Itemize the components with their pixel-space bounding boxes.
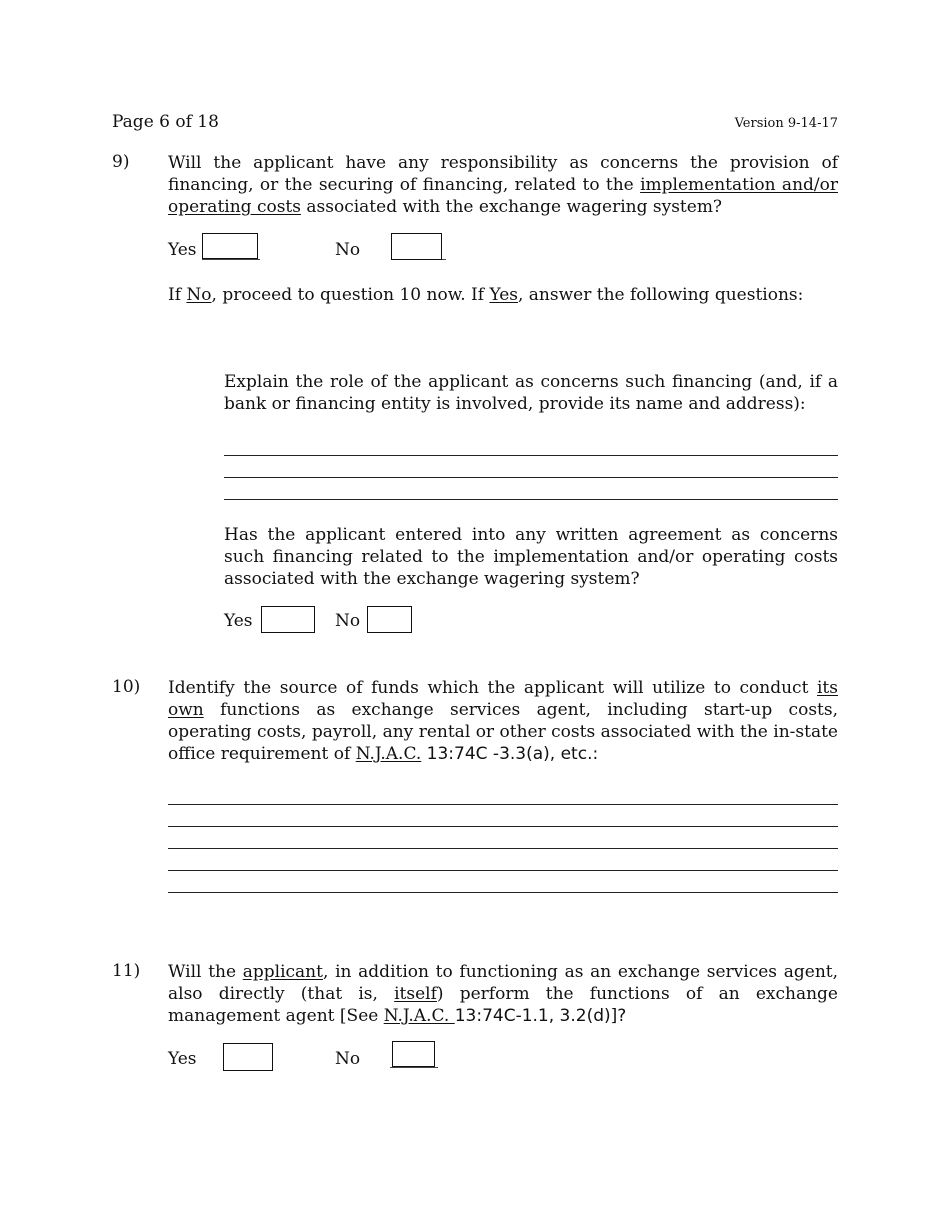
question-10-answer-line-2[interactable] [168,826,838,827]
question-9-no-checkbox[interactable] [391,233,442,260]
question-9-agreement-yes-label: Yes [224,611,253,631]
question-10-answer-line-4[interactable] [168,870,838,871]
question-11-number: 11) [112,961,141,981]
question-9-answer-line-3[interactable] [224,499,838,500]
question-9-agreement-no-checkbox[interactable] [367,606,412,633]
question-9-instructions: If No, proceed to question 10 now. If Yes, answer the following questions: [168,285,804,305]
question-10-answer-line-1[interactable] [168,804,838,805]
question-9-no-underline [442,259,446,260]
question-9-yes-label: Yes [168,240,197,260]
question-9-answer-line-2[interactable] [224,477,838,478]
question-11-no-underline [390,1067,438,1068]
question-9-explain-prompt: Explain the role of the applicant as concerns such financing (and, if a bank or financing entity is involved, provide its name and address): [224,372,838,414]
question-10-text: Identify the source of funds which the applicant will utilize to conduct its own functions as exchange services agent, including start-up costs, operating costs, payroll, any rental or other costs associated with the in-state office requirement of N.J.A.C. 13:74C -3.3(a), etc.: [168,678,838,764]
question-9-answer-line-1[interactable] [224,455,838,456]
question-9-text: Will the applicant have any responsibility as concerns the provision of financing, or the securing of financing, related to the implementation and/or operating costs associated with the exchange wagering system? [168,153,838,217]
version-label: Version 9-14-17 [734,116,838,131]
question-9-agreement-no-label: No [335,611,361,631]
question-9-agreement-yes-checkbox[interactable] [261,606,315,633]
question-10-answer-line-3[interactable] [168,848,838,849]
question-11-no-label: No [335,1049,361,1069]
question-10-number: 10) [112,677,141,697]
question-10-answer-line-5[interactable] [168,892,838,893]
question-11-yes-checkbox[interactable] [223,1043,273,1071]
question-9-yes-checkbox[interactable] [202,233,258,259]
page-number: Page 6 of 18 [112,112,219,132]
question-11-no-checkbox[interactable] [392,1041,435,1067]
question-11-yes-label: Yes [168,1049,197,1069]
question-11-text: Will the applicant, in addition to functioning as an exchange services agent, also directly (that is, itself) perform the functions of an exchange management agent [See N.J.A.C. 13:74C-1.1, 3.2(d)]? [168,962,838,1026]
question-9-agreement-prompt: Has the applicant entered into any written agreement as concerns such financing related to the implementation and/or operating costs associated with the exchange wagering system? [224,525,838,589]
question-9-number: 9) [112,152,130,172]
question-9-yes-underline [202,259,260,260]
question-9-no-label: No [335,240,361,260]
